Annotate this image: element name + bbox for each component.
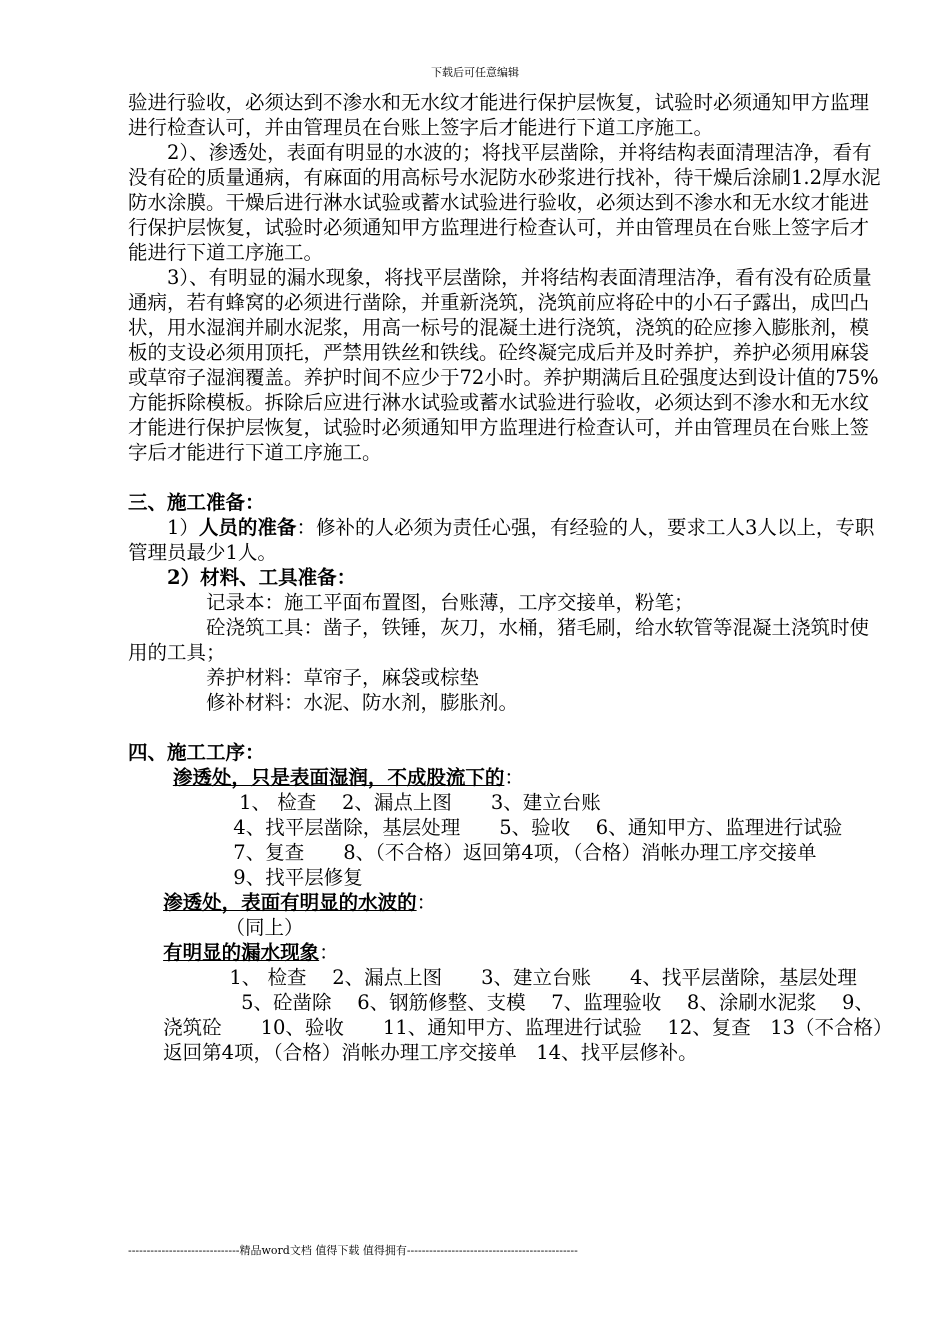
spacer	[128, 465, 886, 490]
item-1-bold-label: 人员的准备	[198, 516, 297, 539]
sub-heading-2-text: 渗透处，表面有明显的水波的	[163, 891, 417, 914]
page-header: 下载后可任意编辑	[431, 66, 519, 79]
sub-heading-2-colon: ：	[416, 891, 437, 914]
section-4-heading: 四、施工工序：	[128, 741, 265, 764]
seepage-step-line-1: 1、 检查 2、漏点上图 3、建立台账	[239, 791, 601, 814]
sub-heading-seepage-ripple	[128, 890, 886, 915]
sub-heading-1-text: 渗透处，只是表面湿润，不成股流下的	[172, 766, 505, 789]
paragraph-item-2: 2）、渗透处，表面有明显的水波的；将找平层凿除，并将结构表面清理洁净，看有没有砼的质量通病，有麻面的用高标号水泥防水砂浆进行找补，待干燥后涂刷1.2厚水泥防水涂膜。干燥后进行淋水试验或蓄水试验进行验收，必须达到不渗水和无水纹才能进行保护层恢复，试验时必须通知甲方监理进行检查认可，并由管理员在台账上签字后才能进行下道工序施工。	[128, 141, 881, 264]
item-1-text: ：修补的人必须为责任心强，有经验的人，要求工人3人以上，专职管理员最少1人。	[128, 516, 875, 564]
spacer	[128, 715, 886, 740]
materials-repair-line: 修补材料：水泥、防水剂，膨胀剂。	[206, 691, 519, 714]
document-body	[128, 90, 886, 1065]
page-footer: ------------------------------精品word文档 值得下载 值得拥有----------------------------------------------	[128, 1244, 578, 1257]
section-3-item-2-heading: 2）材料、工具准备：	[167, 566, 357, 589]
leak-step-line-2: 5、砼凿除 6、钢筋修整、支模 7、监理验收 8、涂刷水泥浆 9、浇筑砼 10、验收 11、通知甲方、监理进行试验 12、复查 13（不合格）返回第4项，（合格）消帐办理工序交接单 14、找平层修补。	[163, 991, 883, 1064]
section-3-item-1	[128, 515, 886, 565]
sub-heading-seepage-damp	[128, 765, 886, 790]
leak-step-line-1: 1、 检查 2、漏点上图 3、建立台账 4、找平层凿除，基层处理	[229, 966, 857, 989]
item-1-number: 1）	[167, 516, 199, 539]
seepage-step-line-4: 9、找平层修复	[233, 866, 363, 889]
section-3-heading: 三、施工准备：	[128, 491, 265, 514]
materials-record-line: 记录本：施工平面布置图，台账薄，工序交接单，粉笔；	[206, 591, 694, 614]
ripple-same-as-above: （同上）	[225, 916, 304, 939]
materials-curing-line: 养护材料：草帘子，麻袋或棕垫	[206, 666, 480, 689]
materials-tools-line: 砼浇筑工具：凿子，铁锤，灰刀，水桶，猪毛刷，给水软管等混凝土浇筑时使用的工具；	[128, 616, 870, 664]
paragraph-continued: 验进行验收，必须达到不渗水和无水纹才能进行保护层恢复，试验时必须通知甲方监理进行检查认可，并由管理员在台账上签字后才能进行下道工序施工。	[128, 91, 870, 139]
seepage-step-line-2: 4、找平层凿除，基层处理 5、验收 6、通知甲方、监理进行试验	[233, 816, 843, 839]
sub-heading-3-colon: ：	[319, 941, 339, 964]
paragraph-item-3: 3）、有明显的漏水现象，将找平层凿除，并将结构表面清理洁净，看有没有砼质量通病，若有蜂窝的必须进行凿除，并重新浇筑，浇筑前应将砼中的小石子露出，成凹凸状，用水湿润并刷水泥浆，用高一标号的混凝土进行浇筑，浇筑的砼应掺入膨胀剂，模板的支设必须用顶托，严禁用铁丝和铁线。砼终凝完成后并及时养护，养护必须用麻袋或草帘子湿润覆盖。养护时间不应少于72小时。养护期满后且砼强度达到设计值的75%方能拆除模板。拆除后应进行淋水试验或蓄水试验进行验收，必须达到不渗水和无水纹才能进行保护层恢复，试验时必须通知甲方监理进行检查认可，并由管理员在台账上签字后才能进行下道工序施工。	[128, 266, 879, 464]
sub-heading-1-colon: ：	[504, 766, 524, 789]
sub-heading-obvious-leak	[128, 940, 886, 965]
seepage-step-line-3: 7、复查 8、（不合格）返回第4项，（合格）消帐办理工序交接单	[233, 841, 817, 864]
sub-heading-3-text: 有明显的漏水现象	[163, 941, 320, 964]
